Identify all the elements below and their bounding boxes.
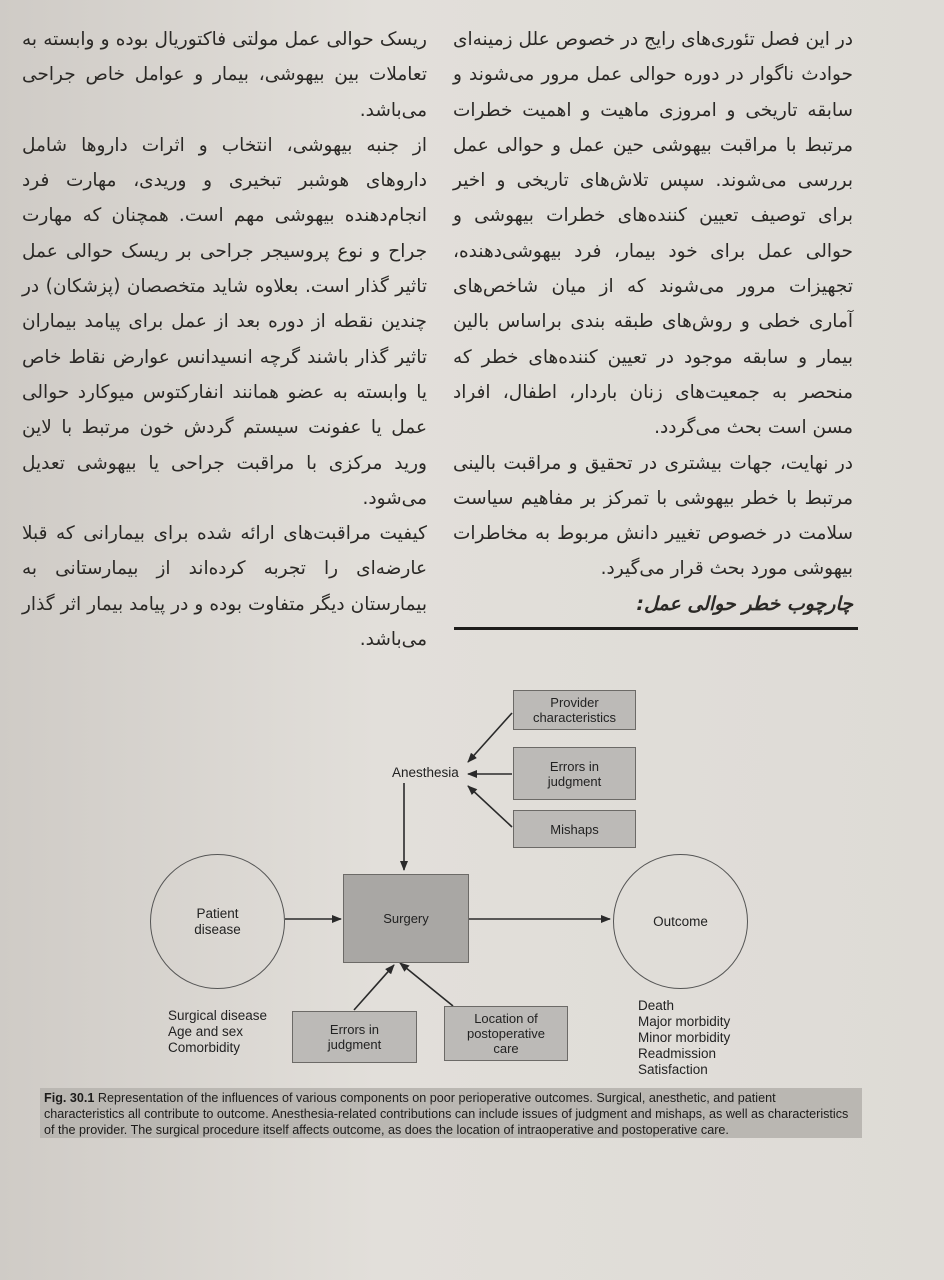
outcome-list: Death Major morbidity Minor morbidity Readmission Satisfaction (638, 998, 731, 1077)
patient-factors-list: Surgical disease Age and sex Comorbidity (168, 1008, 268, 1055)
arrow-errors-to-surgery (354, 965, 394, 1010)
text-column-left (22, 22, 427, 657)
paragraph: ریسک حوالی عمل مولتی فاکتوریال بوده و وابسته به تعاملات بین بیهوشی، بیمار و عوامل خاص جراحی می‌باشد. (22, 29, 427, 121)
figure-label: Fig. 30.1 (44, 1091, 95, 1105)
figure-caption-text: Representation of the influences of various components on poor perioperative outcomes. Surgical, anesthetic, and patient characteristics all contribute to outcome. Anesthesia-related contributions can include issues of judgment and mishaps, as well as characteristics of the provider. The surgical procedure itself affects outcome, as does the location of intraoperative and postoperative care. (44, 1091, 849, 1137)
outcome-label: Outcome (653, 913, 708, 929)
arrow-location-to-surgery (400, 963, 453, 1006)
errors-in-judgment-anesthesia-box (513, 747, 636, 800)
heading-rule (454, 627, 858, 630)
figure-caption (40, 1088, 862, 1138)
errors-in-judgment-label: Errors in judgment (327, 1022, 382, 1052)
paragraph: کیفیت مراقبت‌های ارائه شده برای بیمارانی که قبلا عارضه‌ای را تجربه کرده‌اند از بیمارستانی به بیمارستان دیگر متفاوت بوده و در پیامد بیمار اثر گذار می‌باشد. (22, 523, 427, 651)
text-column-right (453, 22, 853, 622)
mishaps-box (513, 810, 636, 848)
provider-characteristics-label: Provider characteristics (532, 695, 617, 725)
postoperative-care-location-label: Location of postoperative care (466, 1011, 546, 1056)
postoperative-care-location-box (444, 1006, 568, 1061)
paragraph: در نهایت، جهات بیشتری در تحقیق و مراقبت بالینی مرتبط با خطر بیهوشی با تمرکز بر مفاهیم سیاست سلامت در خصوص تغییر دانش مربوط به مخاطرات بیهوشی مورد بحث قرار می‌گیرد. (453, 452, 853, 580)
anesthesia-label: Anesthesia (392, 765, 459, 780)
errors-in-judgment-label: Errors in judgment (547, 758, 602, 789)
mishaps-label: Mishaps (550, 821, 599, 837)
section-heading: چارچوب خطر حوالی عمل: (636, 592, 853, 615)
patient-disease-label: Patient disease (194, 905, 241, 937)
arrow-provider-to-anesthesia (468, 713, 512, 762)
surgery-box (343, 874, 469, 963)
outcome-circle (613, 854, 748, 989)
provider-characteristics-box (513, 690, 636, 730)
paragraph: در این فصل تئوری‌های رایج در خصوص علل زمینه‌ای حوادث ناگوار در دوره حوالی عمل مرور می‌شوند و سابقه تاریخی و امروزی ماهیت و اهمیت خطرات مرتبط با مراقبت بیهوشی حین عمل و حوالی عمل بررسی می‌شوند. سپس تلاش‌های تاریخی و اخیر برای توصیف تعیین کننده‌های خطرات بیهوشی و حوالی عمل برای خود بیمار، فرد بیهوشی‌دهنده، تجهیزات مرور می‌شوند که از میان شاخص‌های آماری خطی و روش‌های طبقه بندی براساس بالین بیمار و سابقه موجود در تعیین کننده‌های خطر که منحصر به جمعیت‌های زنان باردار، اطفال، افراد مسن است بحث می‌گردد. (453, 29, 853, 439)
surgery-label: Surgery (383, 911, 429, 926)
errors-in-judgment-surgery-box (292, 1011, 417, 1063)
patient-disease-circle (150, 854, 285, 989)
paragraph: از جنبه بیهوشی، انتخاب و اثرات داروها شامل داروهای هوشبر تبخیری و وریدی، مهارت فرد انجام‌دهنده بیهوشی مهم است. همچنان که مهارت جراح و نوع پروسیجر جراحی بر ریسک حوالی عمل تاثیر گذار است. بعلاوه شاید متخصصان (پزشکان) در چندین نقطه از دوره بعد از عمل برای پیامد بیماران تاثیر گذار باشند گرچه انسیدانس عوارض نقاط خاص یا وابسته به عضو همانند انفارکتوس میوکارد حوالی عمل یا عفونت سیستم گردش خون مرتبط با لاین ورید مرکزی با مراقبت جراحی یا بیهوشی تعدیل می‌شود. (22, 134, 427, 509)
perioperative-risk-diagram (0, 670, 944, 1090)
arrow-mishaps-to-anesthesia (468, 786, 512, 827)
